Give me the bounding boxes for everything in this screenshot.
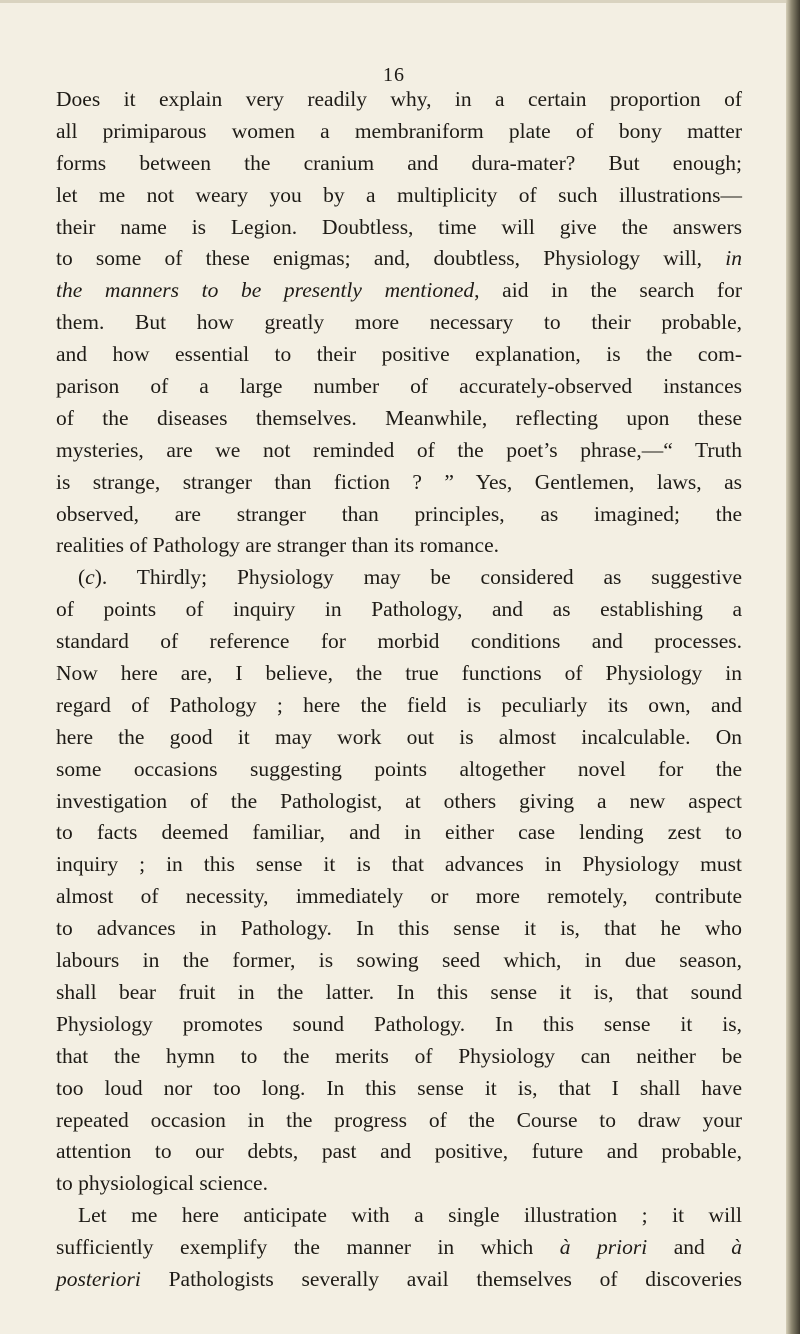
text-line xyxy=(56,148,742,180)
text-line xyxy=(56,403,742,435)
text-line xyxy=(56,84,742,116)
text-segment: Let me here anticipate with a single illustration ; it will xyxy=(78,1203,742,1228)
text-line xyxy=(56,1009,742,1041)
text-segment: is strange, stranger than fiction ? ” Yes, Gentlemen, laws, as xyxy=(56,469,742,494)
text-segment: , aid in the search for xyxy=(474,278,743,303)
text-line xyxy=(56,1232,742,1264)
text-segment: that the hymn to the merits of Physiology can neither be xyxy=(56,1043,742,1068)
text-segment: to physiological science. xyxy=(56,1171,268,1196)
text-line xyxy=(56,275,742,307)
text-segment: their name is Legion. Doubtless, time will give the answers xyxy=(56,214,742,239)
text-line xyxy=(56,562,742,594)
text-line xyxy=(56,371,742,403)
italic-text: c xyxy=(85,565,95,590)
text-segment: repeated occasion in the progress of the Course to draw your xyxy=(56,1107,742,1132)
text-segment: Physiology promotes sound Pathology. In this sense it is, xyxy=(56,1011,742,1036)
text-line xyxy=(56,626,742,658)
italic-text: the manners to be presently mentioned xyxy=(56,278,475,303)
text-line xyxy=(56,786,742,818)
text-line xyxy=(56,881,742,913)
text-line xyxy=(56,594,742,626)
text-line xyxy=(56,1200,742,1232)
text-line xyxy=(56,1136,742,1168)
text-line xyxy=(56,913,742,945)
text-line xyxy=(56,1264,742,1296)
text-segment: too loud nor too long. In this sense it is, that I shall have xyxy=(56,1075,742,1100)
text-segment: labours in the former, is sowing seed which, in due season, xyxy=(56,948,742,973)
text-segment: and how essential to their positive explanation, is the com- xyxy=(56,342,742,367)
text-line xyxy=(56,467,742,499)
text-segment: them. But how greatly more necessary to their probable, xyxy=(56,310,742,335)
text-segment: of points of inquiry in Pathology, and as establishing a xyxy=(56,597,742,622)
text-segment: mysteries, are we not reminded of the poet’s phrase,—“ Truth xyxy=(56,437,742,462)
text-segment: and xyxy=(647,1235,732,1260)
text-line xyxy=(56,658,742,690)
text-line xyxy=(56,754,742,786)
text-segment: here the good it may work out is almost incalculable. On xyxy=(56,724,742,749)
text-segment: ( xyxy=(78,565,86,590)
italic-text: à xyxy=(731,1235,743,1260)
text-segment: shall bear fruit in the latter. In this sense it is, that sound xyxy=(56,979,742,1004)
text-segment: let me not weary you by a multiplicity of such illustrations— xyxy=(56,182,742,207)
text-line xyxy=(56,339,742,371)
text-segment: Now here are, I believe, the true functions of Physiology in xyxy=(56,661,742,686)
text-segment: inquiry ; in this sense it is that advances in Physiology must xyxy=(56,852,742,877)
text-line xyxy=(56,1168,742,1200)
text-line xyxy=(56,1105,742,1137)
text-segment: to advances in Pathology. In this sense it is, that he who xyxy=(56,916,742,941)
text-segment: ). Thirdly; Physiology may be considered as suggestive xyxy=(94,565,742,590)
text-line xyxy=(56,212,742,244)
body-text xyxy=(56,84,742,1296)
italic-text: posteriori xyxy=(56,1266,141,1291)
text-segment: forms between the cranium and dura-mater? But enough; xyxy=(56,150,742,175)
page-number: 16 xyxy=(383,64,405,86)
text-segment: almost of necessity, immediately or more remotely, contribute xyxy=(56,884,742,909)
text-line xyxy=(56,722,742,754)
text-segment: realities of Pathology are stranger than its romance. xyxy=(56,533,499,558)
page-top-rule xyxy=(0,0,786,3)
text-line xyxy=(56,435,742,467)
text-segment: some occasions suggesting points altogether novel for the xyxy=(56,756,742,781)
text-line xyxy=(56,817,742,849)
text-line xyxy=(56,307,742,339)
text-segment: all primiparous women a membraniform plate of bony matter xyxy=(56,118,742,143)
text-segment: Does it explain very readily why, in a certain proportion of xyxy=(56,87,742,111)
text-segment: observed, are stranger than principles, as imagined; the xyxy=(56,501,742,526)
text-segment: investigation of the Pathologist, at others giving a new aspect xyxy=(56,788,742,813)
text-line xyxy=(56,116,742,148)
text-segment: regard of Pathology ; here the field is peculiarly its own, and xyxy=(56,692,742,717)
text-line xyxy=(56,849,742,881)
text-line xyxy=(56,530,742,562)
text-segment: to some of these enigmas; and, doubtless, Physiology will, xyxy=(56,246,726,271)
text-line xyxy=(56,499,742,531)
text-line xyxy=(56,977,742,1009)
italic-text: à priori xyxy=(559,1235,648,1260)
text-line xyxy=(56,690,742,722)
text-line xyxy=(56,243,742,275)
text-segment: attention to our debts, past and positive, future and probable, xyxy=(56,1139,742,1164)
text-line xyxy=(56,180,742,212)
text-line xyxy=(56,1073,742,1105)
book-page-edge xyxy=(786,0,800,1334)
text-segment: standard of reference for morbid conditions and processes. xyxy=(56,629,742,654)
text-segment: parison of a large number of accurately-observed instances xyxy=(56,374,742,399)
italic-text: in xyxy=(725,246,742,271)
text-line xyxy=(56,1041,742,1073)
text-segment: to facts deemed familiar, and in either case lending zest to xyxy=(56,820,742,845)
text-segment: sufficiently exemplify the manner in which xyxy=(56,1235,560,1260)
text-line xyxy=(56,945,742,977)
text-segment: of the diseases themselves. Meanwhile, reflecting upon these xyxy=(56,405,742,430)
text-segment: Pathologists severally avail themselves of discoveries xyxy=(140,1266,742,1291)
